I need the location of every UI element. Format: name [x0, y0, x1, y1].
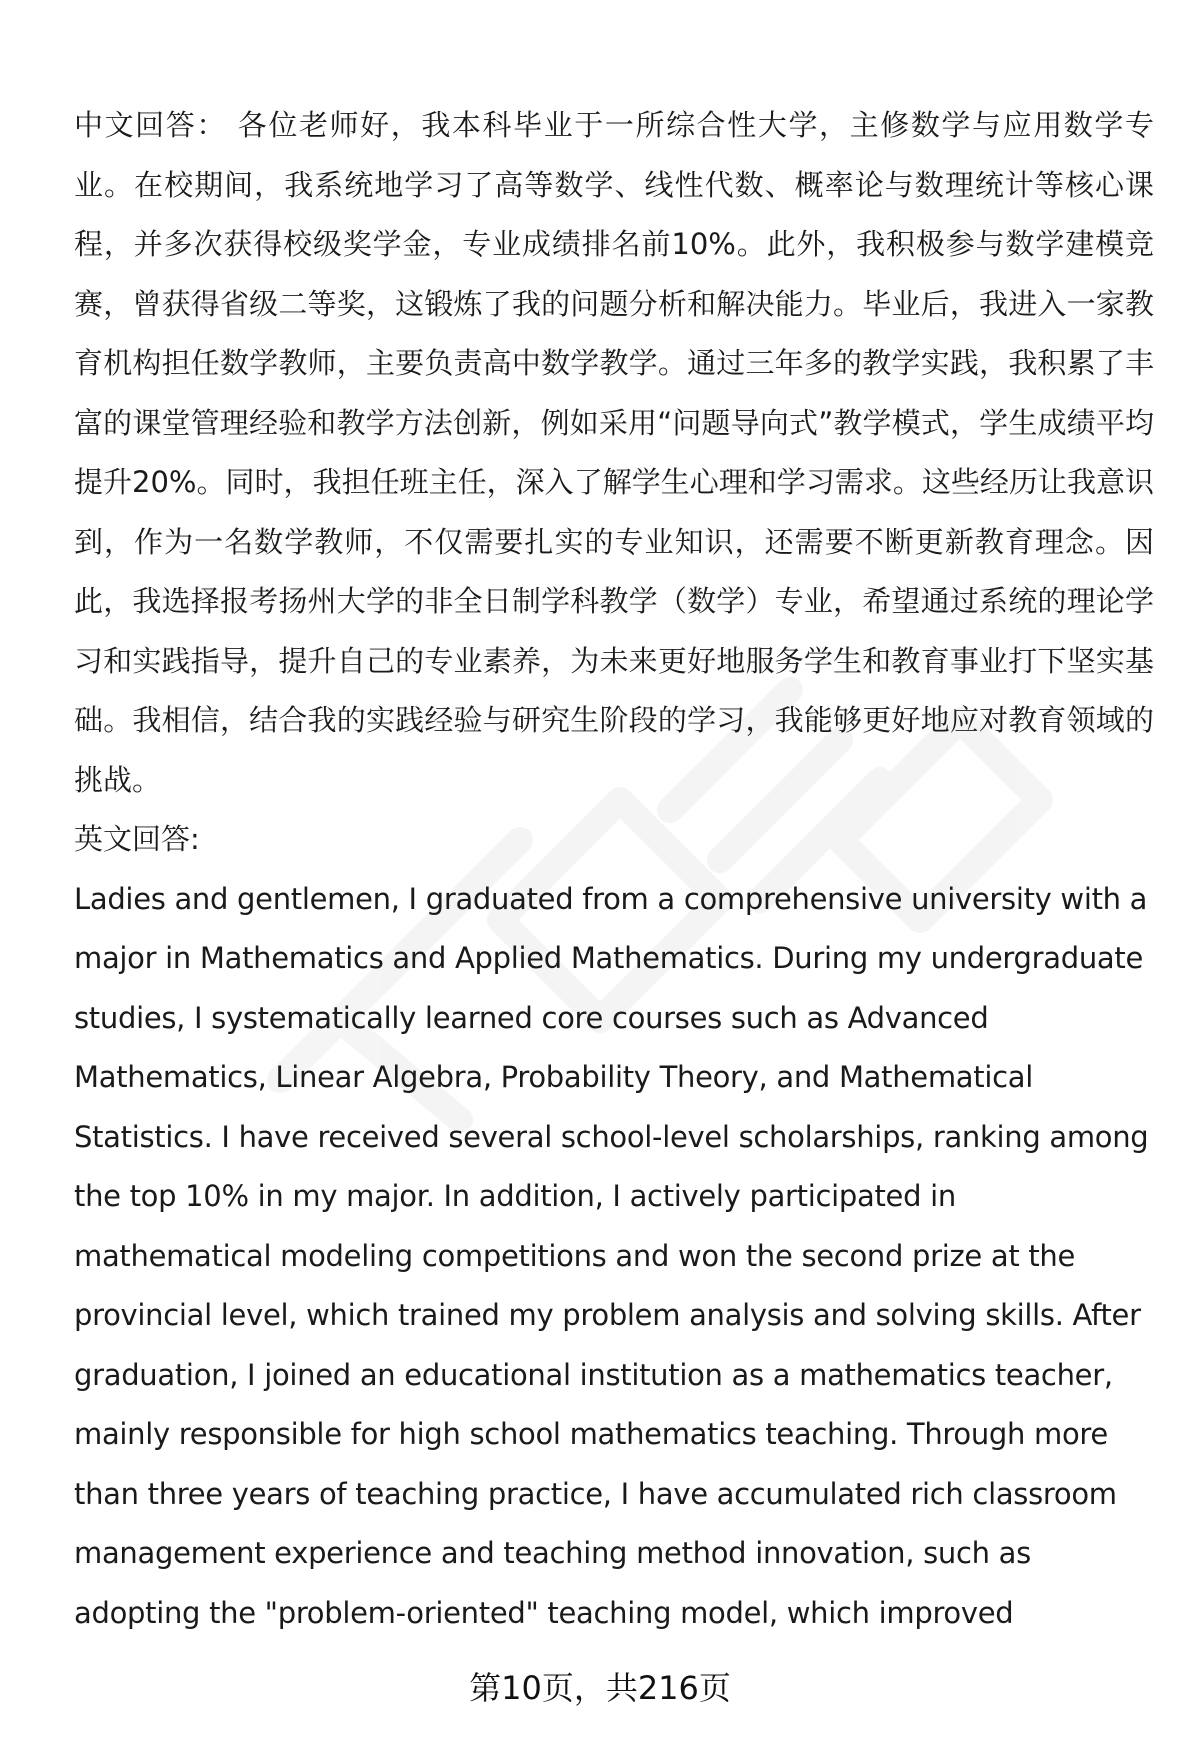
english-answer-paragraph: Ladies and gentlemen, I graduated from a comprehensive university with a major in Mathematics and Applied Mathematics. During my undergraduate studies, I systematically learned core courses such as Advanced Mathematics, Linear Algebra, Probability Theory, and Mathematical Statistics. I have received several school-level scholarships, ranking among the top 10% in my major. In addition, I actively participated in mathematical modeling competitions and won the second prize at the provincial level, which trained my problem analysis and solving skills. After graduation, I joined an educational institution as a mathematics teacher, mainly responsible for high school mathematics teaching. Through more than three years of teaching practice, I have accumulated rich classroom management experience and teaching method innovation, such as adopting the "problem-oriented" teaching model, which improved — [74, 881, 1149, 1630]
page-number-footer: 第10页，共216页 — [469, 1669, 731, 1707]
document-body — [74, 96, 1154, 1643]
chinese-answer-paragraph: 中文回答： 各位老师好，我本科毕业于一所综合性大学，主修数学与应用数学专业。在校期间，我系统地学习了高等数学、线性代数、概率论与数理统计等核心课程，并多次获得校级奖学金，专业成绩排名前10%。此外，我积极参与数学建模竞赛，曾获得省级二等奖，这锻炼了我的问题分析和解决能力。毕业后，我进入一家教育机构担任数学教师，主要负责高中数学教学。通过三年多的教学实践，我积累了丰富的课堂管理经验和教学方法创新，例如采用“问题导向式”教学模式，学生成绩平均提升20%。同时，我担任班主任，深入了解学生心理和学习需求。这些经历让我意识到，作为一名数学教师，不仅需要扎实的专业知识，还需要不断更新教育理念。因此，我选择报考扬州大学的非全日制学科教学（数学）专业，希望通过系统的理论学习和实践指导，提升自己的专业素养，为未来更好地服务学生和教育事业打下坚实基础。我相信，结合我的实践经验与研究生阶段的学习，我能够更好地应对教育领域的挑战。 — [74, 108, 1154, 797]
english-answer-heading: 英文回答: — [74, 822, 200, 856]
